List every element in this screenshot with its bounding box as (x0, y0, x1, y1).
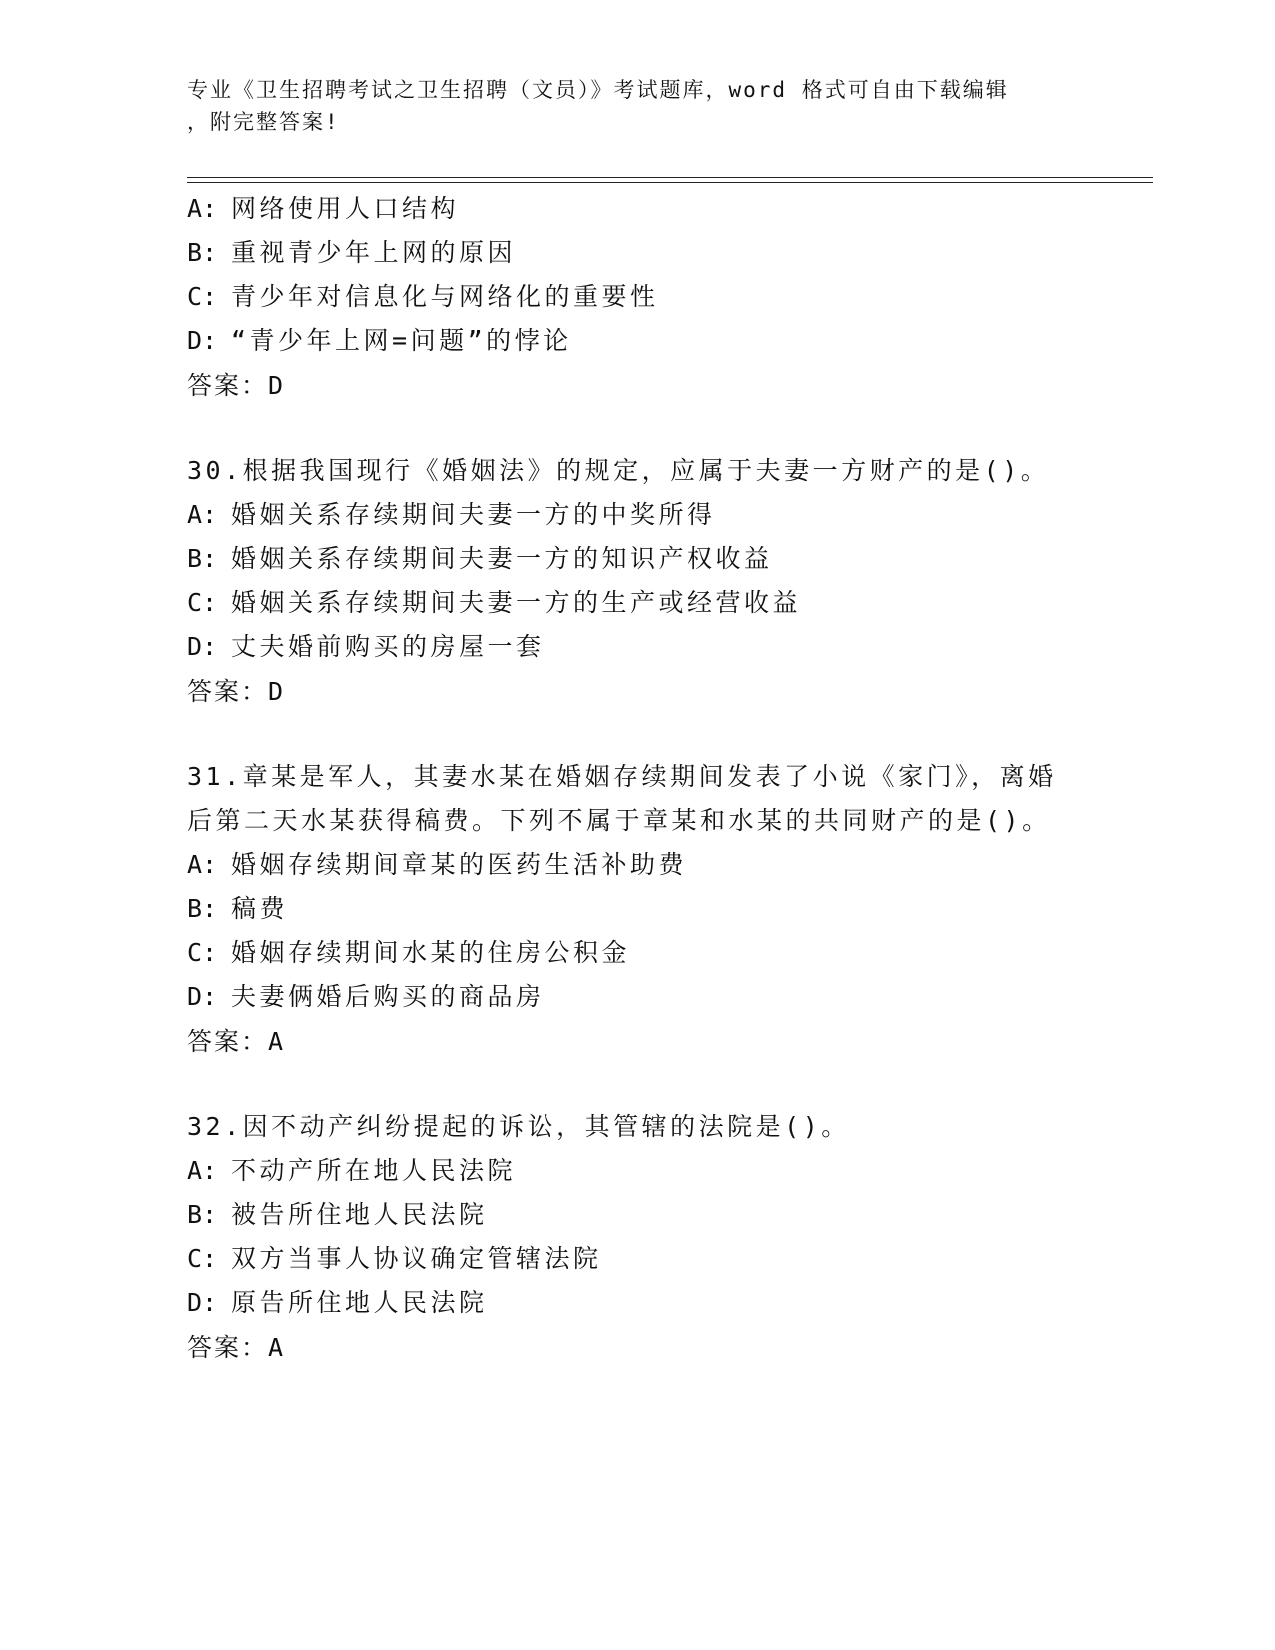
option-text: 网络使用人口结构 (231, 194, 460, 223)
answer-label: 答案： (187, 677, 269, 706)
q31-stem-line-2: 后第二天水某获得稿费。下列不属于章某和水某的共同财产的是()。 (187, 806, 1051, 835)
q30-option-b (187, 542, 773, 576)
q32-option-b (187, 1198, 488, 1232)
answer-value: D (268, 371, 286, 400)
option-text: 丈夫婚前购买的房屋一套 (231, 632, 545, 661)
option-label: D: (187, 632, 218, 661)
q31-answer (187, 1025, 285, 1059)
q32-option-d (187, 1286, 488, 1320)
option-text: 重视青少年上网的原因 (231, 238, 517, 267)
q32-option-a (187, 1154, 516, 1188)
option-label: D: (187, 326, 218, 355)
header-line-2: ，附完整答案! (187, 110, 340, 134)
option-label: C: (187, 282, 218, 311)
q31-stem-line-1: 31.章某是军人，其妻水某在婚姻存续期间发表了小说《家门》，离婚 (187, 762, 1057, 791)
option-label: A: (187, 1156, 218, 1185)
q32-option-c (187, 1242, 602, 1276)
option-text: 婚姻存续期间章某的医药生活补助费 (231, 850, 688, 879)
option-label: A: (187, 500, 218, 529)
document-header (187, 74, 1067, 138)
answer-label: 答案： (187, 1333, 269, 1362)
q30-option-c (187, 586, 801, 620)
option-text: 婚姻关系存续期间夫妻一方的中奖所得 (231, 500, 716, 529)
q31-option-b (187, 892, 288, 926)
option-label: D: (187, 982, 218, 1011)
option-text: 双方当事人协议确定管辖法院 (231, 1244, 602, 1273)
option-label: A: (187, 850, 218, 879)
answer-value: A (268, 1027, 286, 1056)
option-text: 婚姻存续期间水某的住房公积金 (231, 938, 631, 967)
option-text: 夫妻俩婚后购买的商品房 (231, 982, 545, 1011)
option-label: C: (187, 588, 218, 617)
option-label: B: (187, 544, 218, 573)
q29-option-a (187, 192, 459, 226)
header-rule-bottom (187, 182, 1153, 183)
option-text: 婚姻关系存续期间夫妻一方的知识产权收益 (231, 544, 773, 573)
q29-option-d (187, 324, 572, 358)
q31-option-d (187, 980, 545, 1014)
q30-stem: 30.根据我国现行《婚姻法》的规定，应属于夫妻一方财产的是()。 (187, 456, 1050, 485)
q29-option-b (187, 236, 516, 270)
option-text: 原告所住地人民法院 (231, 1288, 488, 1317)
option-label: B: (187, 1200, 218, 1229)
q30-option-d (187, 630, 545, 664)
option-text: 被告所住地人民法院 (231, 1200, 488, 1229)
option-label: C: (187, 938, 218, 967)
option-label: C: (187, 1244, 218, 1273)
q32-stem: 32.因不动产纠纷提起的诉讼，其管辖的法院是()。 (187, 1112, 850, 1141)
q30-option-a (187, 498, 716, 532)
q30-answer (187, 675, 285, 709)
header-line-1: 专业《卫生招聘考试之卫生招聘（文员）》考试题库，word 格式可自由下载编辑 (187, 78, 1009, 102)
answer-label: 答案： (187, 1027, 269, 1056)
q29-answer (187, 369, 285, 403)
option-text: 不动产所在地人民法院 (231, 1156, 517, 1185)
answer-value: D (268, 677, 286, 706)
option-label: A: (187, 194, 218, 223)
answer-value: A (268, 1333, 286, 1362)
q29-option-c (187, 280, 659, 314)
option-text: 稿费 (231, 894, 289, 923)
answer-label: 答案： (187, 371, 269, 400)
option-text: 婚姻关系存续期间夫妻一方的生产或经营收益 (231, 588, 802, 617)
option-text: 青少年对信息化与网络化的重要性 (231, 282, 659, 311)
q31-option-c (187, 936, 630, 970)
q32-answer (187, 1331, 285, 1365)
option-label: D: (187, 1288, 218, 1317)
option-label: B: (187, 238, 218, 267)
header-rule-top (187, 177, 1153, 178)
q31-option-a (187, 848, 687, 882)
option-label: B: (187, 894, 218, 923)
option-text: “青少年上网=问题”的悖论 (231, 326, 572, 355)
